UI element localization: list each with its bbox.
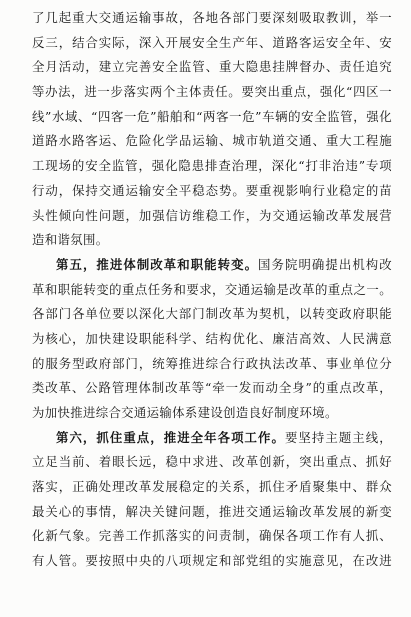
document-body <box>32 6 392 574</box>
text-line: 头性倾向性问题，加强信访维稳工作，为交通运输改革发展营 <box>32 207 392 223</box>
text-line: 化新气象。完善工作抓落实的问责制，确保各项工作有人抓、 <box>32 528 392 544</box>
text-run: 国务院明确提出机构改 <box>258 256 392 272</box>
text-line: 落实，正确处理改革发展稳定的关系，抓住矛盾聚集中、群众 <box>32 479 392 495</box>
text-line: 道路水路客运、危险化学品运输、城市轨道交通、重大工程施 <box>32 133 392 149</box>
text-line: 各部门各单位要以深化大部门制改革为契机，以转变政府职能 <box>32 306 392 322</box>
text-line: 为核心，加快建设职能科学、结构优化、廉洁高效、人民满意 <box>32 330 392 346</box>
text-line: 线”水域、“四客一危”船舶和“两客一危”车辆的安全监管，强化 <box>32 108 392 124</box>
section-heading: 第五，推进体制改革和职能转变。 <box>56 256 259 272</box>
text-line: 造和谐氛围。 <box>32 232 109 248</box>
text-line: 立足当前、着眼长远，稳中求进、改革创新，突出重点、抓好 <box>32 454 392 470</box>
text-line: 反三，结合实际，深入开展安全生产年、道路客运安全年、安 <box>32 34 392 50</box>
text-line: 工现场的安全监管，强化隐患排查治理，深化“打非治违”专项 <box>32 158 392 174</box>
text-line: 有人管。要按照中央的八项规定和部党组的实施意见，在改进 <box>32 553 392 569</box>
text-line: 革和职能转变的重点任务和要求，交通运输是改革的重点之一。 <box>32 281 392 297</box>
paragraph-first-line <box>32 426 392 451</box>
text-line: 等办法，进一步落实两个主体责任。要突出重点，强化“四区一 <box>32 84 392 100</box>
text-line: 为加快推进综合交通运输体系建设创造良好制度环境。 <box>32 405 338 420</box>
section-heading: 第六，抓住重点，推进全年各项工作。 <box>56 429 285 445</box>
text-run: 要坚持主题主线， <box>284 429 392 445</box>
text-line: 全月活动，建立完善安全监管、重大隐患挂牌督办、责任追究 <box>32 59 392 75</box>
text-line: 的服务型政府部门，统筹推进综合行政执法改革、事业单位分 <box>32 355 392 371</box>
text-line: 类改革、公路管理体制改革等“牵一发而动全身”的重点改革， <box>32 380 392 396</box>
paragraph-first-line <box>32 253 392 278</box>
text-line: 行动，保持交通运输安全平稳态势。要重视影响行业稳定的苗 <box>32 182 392 198</box>
text-line: 最关心的事情，解决关键问题，推进交通运输改革发展的新变 <box>32 503 392 519</box>
text-line: 了几起重大交通运输事故，各地各部门要深刻吸取教训，举一 <box>32 10 392 25</box>
